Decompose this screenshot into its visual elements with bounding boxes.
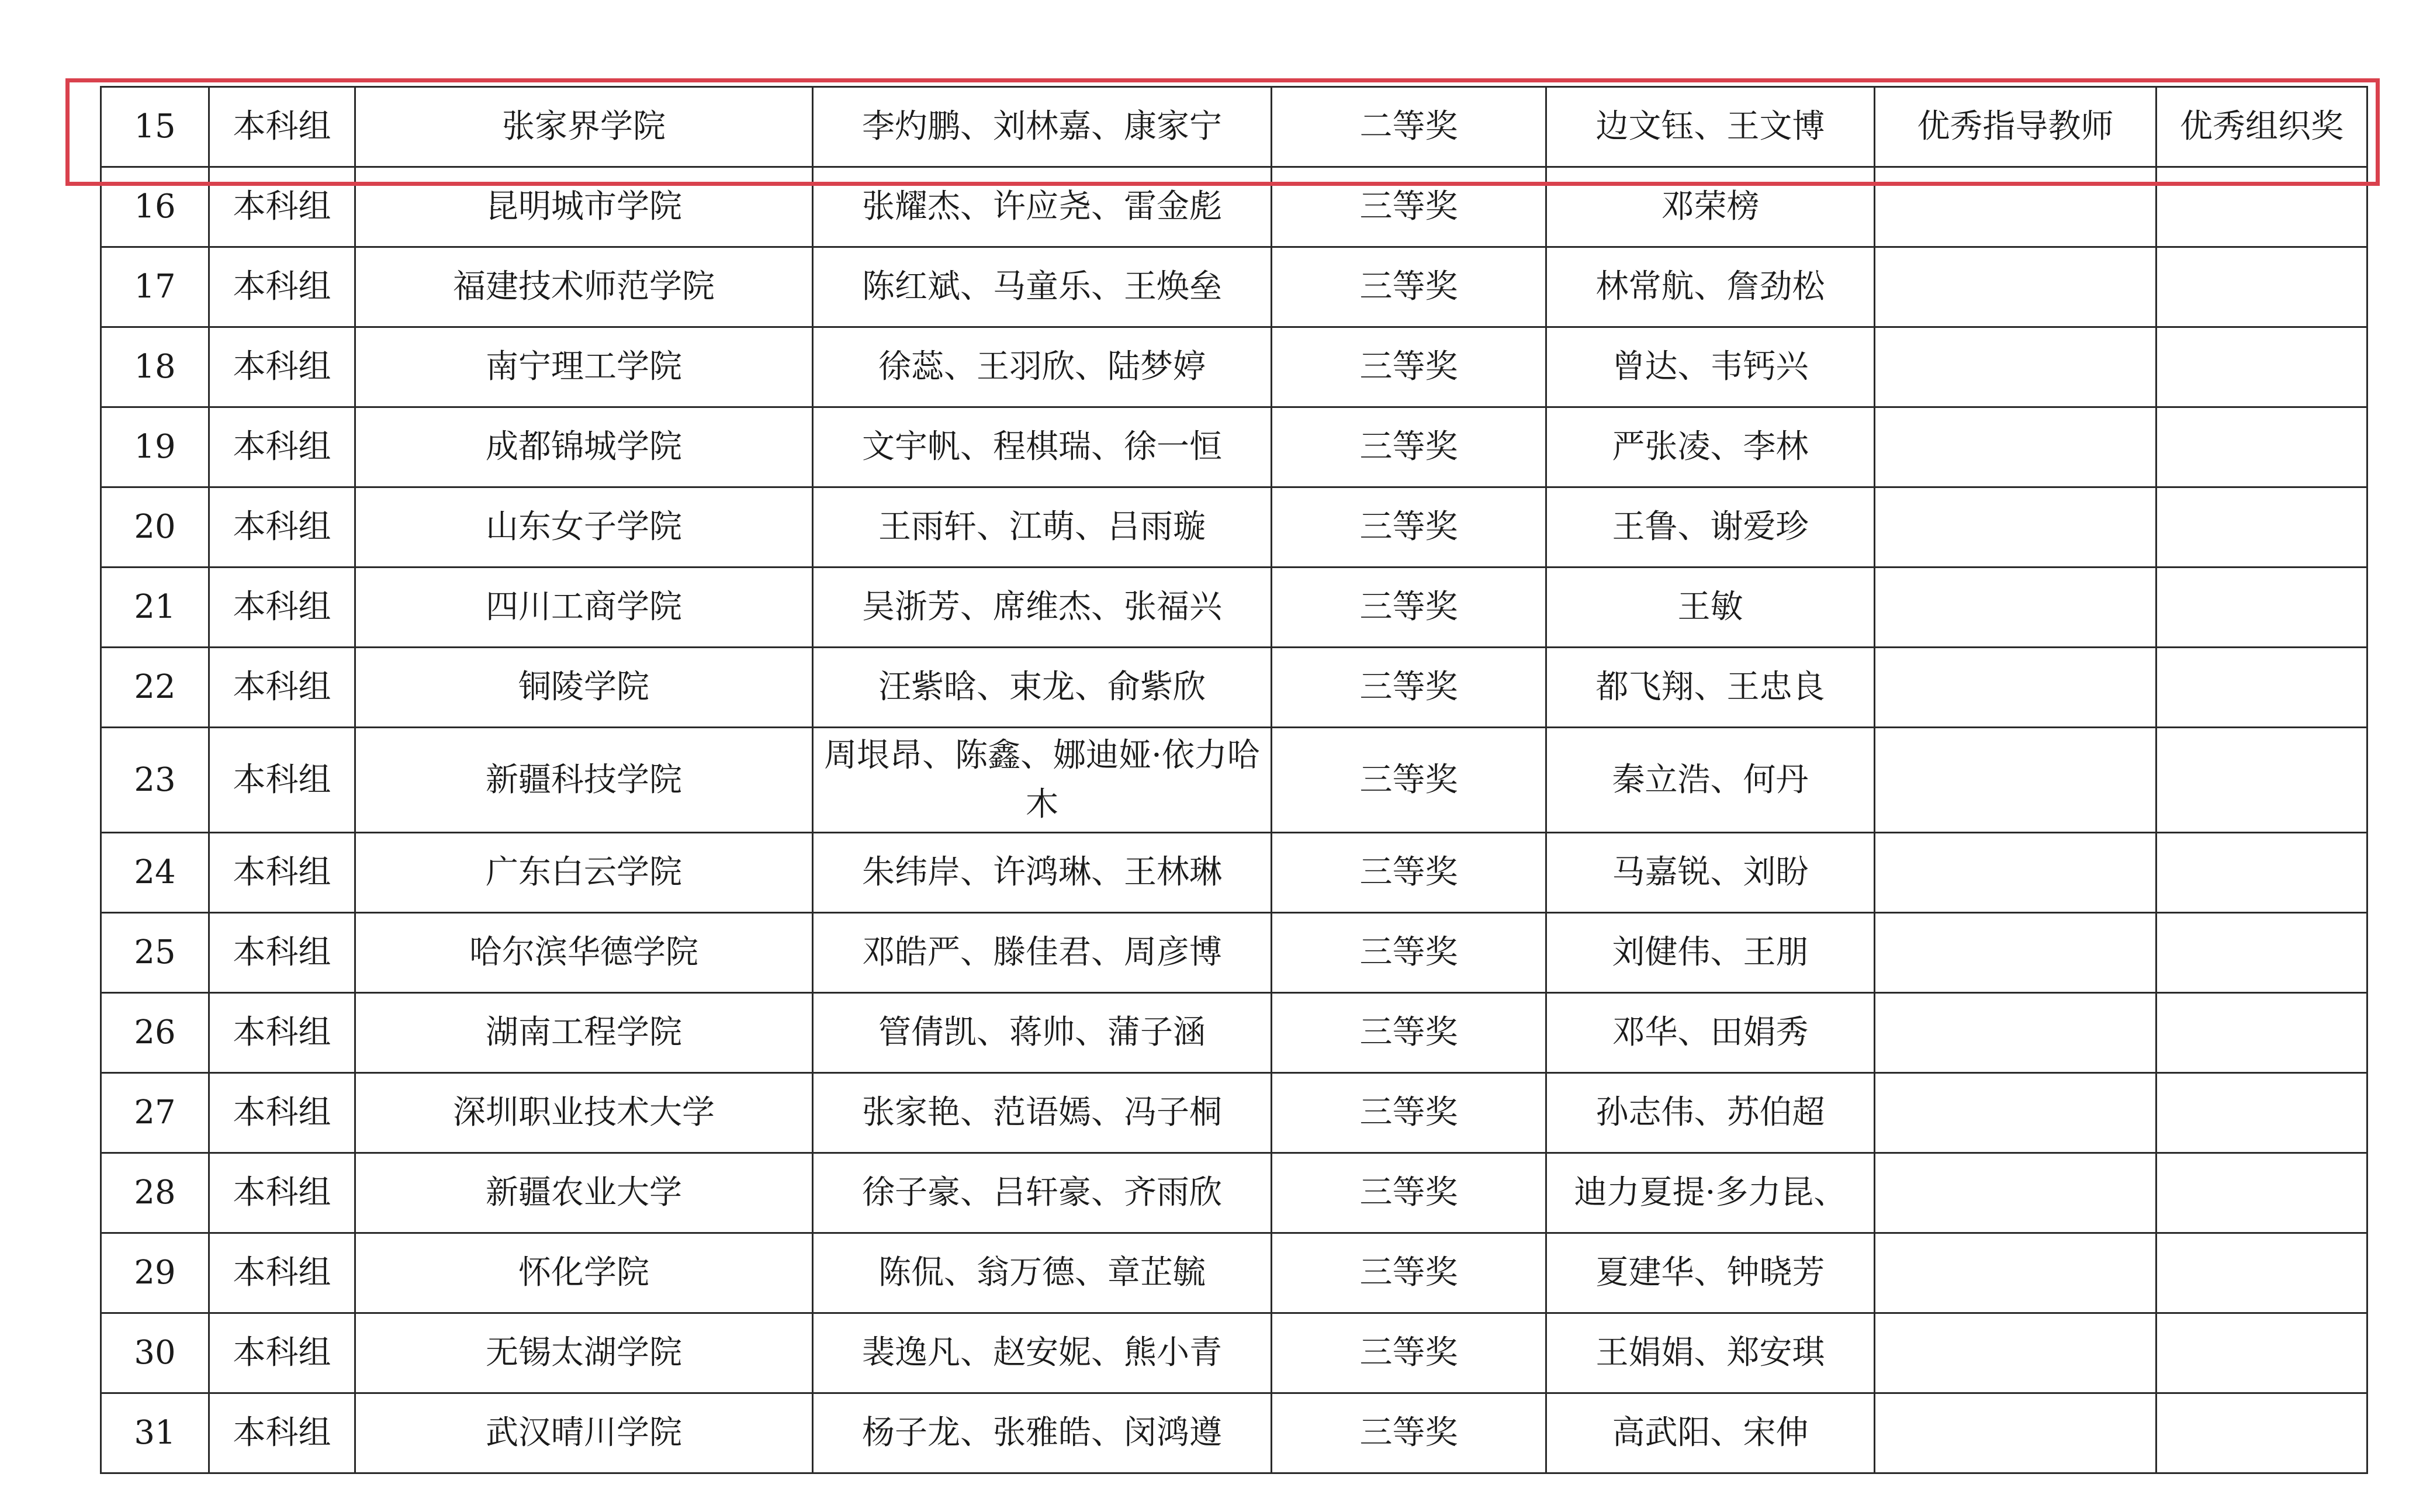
- org-award-cell: [2156, 167, 2367, 247]
- school-cell: 武汉晴川学院: [355, 1393, 813, 1473]
- teacher-award-cell: [1875, 1313, 2156, 1393]
- org-award-cell: [2156, 1233, 2367, 1313]
- row-number: 23: [101, 728, 209, 833]
- row-number: 21: [101, 568, 209, 648]
- school-cell: 山东女子学院: [355, 487, 813, 568]
- org-award-cell: [2156, 1153, 2367, 1233]
- teacher-award-cell: [1875, 1233, 2156, 1313]
- teachers-cell: 邓荣榜: [1546, 167, 1875, 247]
- table-row: [101, 648, 2367, 728]
- students-cell: 管倩凯、蒋帅、蒲子涵: [813, 993, 1272, 1073]
- org-award-cell: [2156, 993, 2367, 1073]
- row-number: 18: [101, 327, 209, 407]
- teachers-cell: 孙志伟、苏伯超: [1546, 1073, 1875, 1153]
- table-row: [101, 487, 2367, 568]
- students-cell: 周垠昂、陈鑫、娜迪娅·依力哈木: [813, 728, 1272, 833]
- school-cell: 深圳职业技术大学: [355, 1073, 813, 1153]
- teachers-cell: 林常航、詹劲松: [1546, 247, 1875, 327]
- teacher-award-cell: [1875, 167, 2156, 247]
- teachers-cell: 夏建华、钟晓芳: [1546, 1233, 1875, 1313]
- table-row: [101, 913, 2367, 993]
- teacher-award-cell: [1875, 327, 2156, 407]
- award-cell: 三等奖: [1272, 913, 1546, 993]
- table-row: [101, 993, 2367, 1073]
- students-cell: 陈侃、翁万德、章芷毓: [813, 1233, 1272, 1313]
- school-cell: 湖南工程学院: [355, 993, 813, 1073]
- school-cell: 福建技术师范学院: [355, 247, 813, 327]
- teacher-award-cell: [1875, 1073, 2156, 1153]
- award-cell: 三等奖: [1272, 1073, 1546, 1153]
- students-cell: 汪紫晗、束龙、俞紫欣: [813, 648, 1272, 728]
- org-award-cell: [2156, 913, 2367, 993]
- students-cell: 吴浙芳、席维杰、张福兴: [813, 568, 1272, 648]
- teacher-award-cell: [1875, 648, 2156, 728]
- row-number: 26: [101, 993, 209, 1073]
- students-cell: 杨子龙、张雅皓、闵鸿遵: [813, 1393, 1272, 1473]
- group-cell: 本科组: [209, 87, 355, 167]
- table-row: [101, 1393, 2367, 1473]
- table-row: [101, 1073, 2367, 1153]
- teachers-cell: 曾达、韦钙兴: [1546, 327, 1875, 407]
- row-number: 20: [101, 487, 209, 568]
- row-number: 27: [101, 1073, 209, 1153]
- table-row: [101, 568, 2367, 648]
- teachers-cell: 迪力夏提·多力昆、: [1546, 1153, 1875, 1233]
- award-cell: 三等奖: [1272, 407, 1546, 487]
- teacher-award-cell: [1875, 407, 2156, 487]
- row-number: 22: [101, 648, 209, 728]
- group-cell: 本科组: [209, 167, 355, 247]
- group-cell: 本科组: [209, 1073, 355, 1153]
- award-cell: 三等奖: [1272, 1153, 1546, 1233]
- teacher-award-cell: [1875, 1153, 2156, 1233]
- org-award-cell: [2156, 487, 2367, 568]
- teachers-cell: 都飞翔、王忠良: [1546, 648, 1875, 728]
- teachers-cell: 秦立浩、何丹: [1546, 728, 1875, 833]
- award-cell: 三等奖: [1272, 1393, 1546, 1473]
- award-cell: 三等奖: [1272, 247, 1546, 327]
- group-cell: 本科组: [209, 1313, 355, 1393]
- row-number: 31: [101, 1393, 209, 1473]
- school-cell: 怀化学院: [355, 1233, 813, 1313]
- row-number: 30: [101, 1313, 209, 1393]
- table-row: [101, 1313, 2367, 1393]
- students-cell: 张家艳、范语嫣、冯子桐: [813, 1073, 1272, 1153]
- org-award-cell: [2156, 1313, 2367, 1393]
- row-number: 28: [101, 1153, 209, 1233]
- group-cell: 本科组: [209, 648, 355, 728]
- award-cell: 三等奖: [1272, 833, 1546, 913]
- row-number: 25: [101, 913, 209, 993]
- table-row: [101, 167, 2367, 247]
- teachers-cell: 王敏: [1546, 568, 1875, 648]
- table-row: [101, 1153, 2367, 1233]
- award-table: [100, 86, 2368, 1474]
- award-cell: 二等奖: [1272, 87, 1546, 167]
- award-cell: 三等奖: [1272, 648, 1546, 728]
- teachers-cell: 高武阳、宋伸: [1546, 1393, 1875, 1473]
- row-number: 15: [101, 87, 209, 167]
- students-cell: 徐子豪、吕轩豪、齐雨欣: [813, 1153, 1272, 1233]
- group-cell: 本科组: [209, 993, 355, 1073]
- table-row: [101, 327, 2367, 407]
- school-cell: 张家界学院: [355, 87, 813, 167]
- group-cell: 本科组: [209, 487, 355, 568]
- students-cell: 王雨轩、江萌、吕雨璇: [813, 487, 1272, 568]
- group-cell: 本科组: [209, 833, 355, 913]
- students-cell: 裴逸凡、赵安妮、熊小青: [813, 1313, 1272, 1393]
- org-award-cell: [2156, 1073, 2367, 1153]
- school-cell: 昆明城市学院: [355, 167, 813, 247]
- teacher-award-cell: [1875, 247, 2156, 327]
- teachers-cell: 邓华、田娟秀: [1546, 993, 1875, 1073]
- school-cell: 四川工商学院: [355, 568, 813, 648]
- teacher-award-cell: [1875, 993, 2156, 1073]
- org-award-cell: [2156, 648, 2367, 728]
- students-cell: 徐蕊、王羽欣、陆梦婷: [813, 327, 1272, 407]
- table-row: [101, 1233, 2367, 1313]
- group-cell: 本科组: [209, 327, 355, 407]
- teachers-cell: 刘健伟、王朋: [1546, 913, 1875, 993]
- table-row: [101, 728, 2367, 833]
- award-cell: 三等奖: [1272, 327, 1546, 407]
- teacher-award-cell: [1875, 568, 2156, 648]
- group-cell: 本科组: [209, 913, 355, 993]
- table-row: [101, 407, 2367, 487]
- teacher-award-cell: 优秀指导教师: [1875, 87, 2156, 167]
- award-cell: 三等奖: [1272, 167, 1546, 247]
- teachers-cell: 严张凌、李林: [1546, 407, 1875, 487]
- group-cell: 本科组: [209, 1233, 355, 1313]
- row-number: 19: [101, 407, 209, 487]
- group-cell: 本科组: [209, 1153, 355, 1233]
- school-cell: 南宁理工学院: [355, 327, 813, 407]
- group-cell: 本科组: [209, 568, 355, 648]
- org-award-cell: [2156, 568, 2367, 648]
- table-row: [101, 247, 2367, 327]
- students-cell: 文宇帆、程棋瑞、徐一恒: [813, 407, 1272, 487]
- award-cell: 三等奖: [1272, 487, 1546, 568]
- teacher-award-cell: [1875, 487, 2156, 568]
- school-cell: 哈尔滨华德学院: [355, 913, 813, 993]
- award-cell: 三等奖: [1272, 568, 1546, 648]
- table-row: [101, 87, 2367, 167]
- school-cell: 铜陵学院: [355, 648, 813, 728]
- school-cell: 成都锦城学院: [355, 407, 813, 487]
- teachers-cell: 边文钰、王文博: [1546, 87, 1875, 167]
- group-cell: 本科组: [209, 728, 355, 833]
- teacher-award-cell: [1875, 728, 2156, 833]
- teacher-award-cell: [1875, 833, 2156, 913]
- row-number: 17: [101, 247, 209, 327]
- org-award-cell: [2156, 1393, 2367, 1473]
- org-award-cell: [2156, 247, 2367, 327]
- students-cell: 朱纬岸、许鸿琳、王林琳: [813, 833, 1272, 913]
- row-number: 24: [101, 833, 209, 913]
- school-cell: 无锡太湖学院: [355, 1313, 813, 1393]
- award-cell: 三等奖: [1272, 1313, 1546, 1393]
- students-cell: 邓皓严、滕佳君、周彦博: [813, 913, 1272, 993]
- row-number: 29: [101, 1233, 209, 1313]
- award-cell: 三等奖: [1272, 1233, 1546, 1313]
- award-cell: 三等奖: [1272, 728, 1546, 833]
- group-cell: 本科组: [209, 407, 355, 487]
- teachers-cell: 王娟娟、郑安琪: [1546, 1313, 1875, 1393]
- students-cell: 张耀杰、许应尧、雷金彪: [813, 167, 1272, 247]
- students-cell: 陈红斌、马童乐、王焕垒: [813, 247, 1272, 327]
- org-award-cell: [2156, 407, 2367, 487]
- school-cell: 新疆科技学院: [355, 728, 813, 833]
- award-cell: 三等奖: [1272, 993, 1546, 1073]
- org-award-cell: [2156, 728, 2367, 833]
- school-cell: 广东白云学院: [355, 833, 813, 913]
- org-award-cell: 优秀组织奖: [2156, 87, 2367, 167]
- group-cell: 本科组: [209, 247, 355, 327]
- teacher-award-cell: [1875, 913, 2156, 993]
- table-row: [101, 833, 2367, 913]
- students-cell: 李灼鹏、刘林嘉、康家宁: [813, 87, 1272, 167]
- org-award-cell: [2156, 327, 2367, 407]
- org-award-cell: [2156, 833, 2367, 913]
- row-number: 16: [101, 167, 209, 247]
- school-cell: 新疆农业大学: [355, 1153, 813, 1233]
- teacher-award-cell: [1875, 1393, 2156, 1473]
- group-cell: 本科组: [209, 1393, 355, 1473]
- teachers-cell: 王鲁、谢爱珍: [1546, 487, 1875, 568]
- teachers-cell: 马嘉锐、刘盼: [1546, 833, 1875, 913]
